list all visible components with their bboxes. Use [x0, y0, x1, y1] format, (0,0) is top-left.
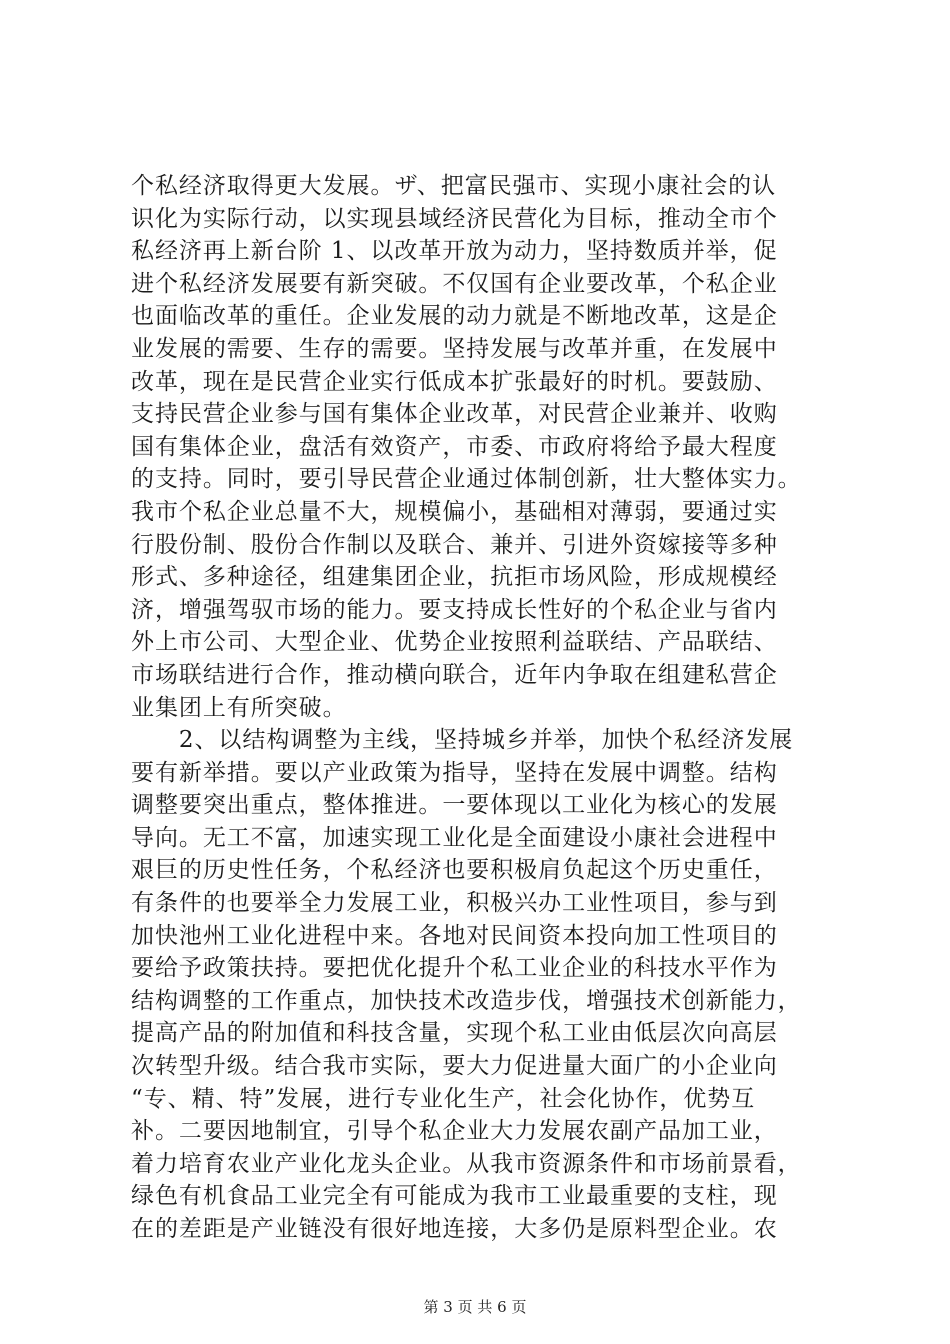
text-line: 进个私经济发展要有新突破。不仅国有企业要改革，个私企业: [131, 270, 778, 297]
text-line: 在的差距是产业链没有很好地连接，大多仍是原料型企业。农: [131, 1216, 778, 1242]
text-line: 着力培育农业产业化龙头企业。从我市资源条件和市场前景看，: [131, 1150, 802, 1177]
text-line: 国有集体企业，盘活有效资产，市委、市政府将给予最大程度: [131, 433, 778, 460]
text-line: 业集团上有所突破。: [131, 694, 347, 721]
text-line: 2、以结构调整为主线，坚持城乡并举，加快个私经济发展: [131, 727, 794, 754]
body-text: [131, 170, 831, 1246]
text-line: 要给予政策扶持。要把优化提升个私工业企业的科技水平作为: [131, 955, 778, 982]
text-line: 我市个私企业总量不大，规模偏小，基础相对薄弱，要通过实: [131, 498, 778, 525]
text-line: 个私经济取得更大发展。ザ、把富民强市、实现小康社会的认: [131, 173, 777, 199]
text-line: 有条件的也要举全力发展工业，积极兴办工业性项目，参与到: [131, 890, 778, 917]
text-line: 识化为实际行动，以实现县域经济民营化为目标，推动全市个: [131, 205, 778, 232]
text-line: 结构调整的工作重点，加快技术改造步伐，增强技术创新能力，: [131, 987, 802, 1014]
text-line: 提高产品的附加值和科技含量，实现个私工业由低层次向高层: [131, 1020, 778, 1047]
text-line: “专、精、特”发展，进行专业化生产，社会化协作，优势互: [131, 1085, 756, 1112]
text-line: 行股份制、股份合作制以及联合、兼并、引进外资嫁接等多种: [131, 531, 778, 558]
text-line: 要有新举措。要以产业政策为指导，坚持在发展中调整。结构: [131, 759, 778, 786]
text-line: 济，增强驾驭市场的能力。要支持成长性好的个私企业与省内: [131, 596, 778, 623]
text-line: 私经济再上新台阶 1、以改革开放为动力，坚持数质并举，促: [131, 238, 778, 265]
text-line: 支持民营企业参与国有集体企业改革，对民营企业兼并、收购: [131, 401, 778, 428]
text-line: 外上市公司、大型企业、优势企业按照利益联结、产品联结、: [131, 629, 778, 656]
text-line: 也面临改革的重任。企业发展的动力就是不断地改革，这是企: [131, 303, 778, 330]
text-line: 绿色有机食品工业完全有可能成为我市工业最重要的支柱，现: [131, 1183, 778, 1210]
text-line: 加快池州工业化进程中来。各地对民间资本投向加工性项目的: [131, 922, 778, 949]
text-line: 改革，现在是民营企业实行低成本扩张最好的时机。要鼓励、: [131, 368, 778, 395]
text-line: 导向。无工不富，加速实现工业化是全面建设小康社会进程中: [131, 824, 778, 851]
text-line: 形式、多种途径，组建集团企业，抗拒市场风险，形成规模经: [131, 564, 778, 591]
text-line: 次转型升级。结合我市实际，要大力促进量大面广的小企业向: [131, 1053, 778, 1080]
text-line: 艰巨的历史性任务，个私经济也要积极肩负起这个历史重任，: [131, 857, 778, 884]
text-line: 的支持。同时，要引导民营企业通过体制创新，壮大整体实力。: [131, 466, 802, 493]
text-line: 补。二要因地制宜，引导个私企业大力发展农副产品加工业，: [131, 1118, 778, 1145]
text-line: 市场联结进行合作，推动横向联合，近年内争取在组建私营企: [131, 661, 778, 688]
text-line: 调整要突出重点，整体推进。一要体现以工业化为核心的发展: [131, 792, 778, 819]
text-line: 业发展的需要、生存的需要。坚持发展与改革并重，在发展中: [131, 335, 778, 362]
page-footer: 第 3 页 共 6 页: [423, 1298, 527, 1316]
